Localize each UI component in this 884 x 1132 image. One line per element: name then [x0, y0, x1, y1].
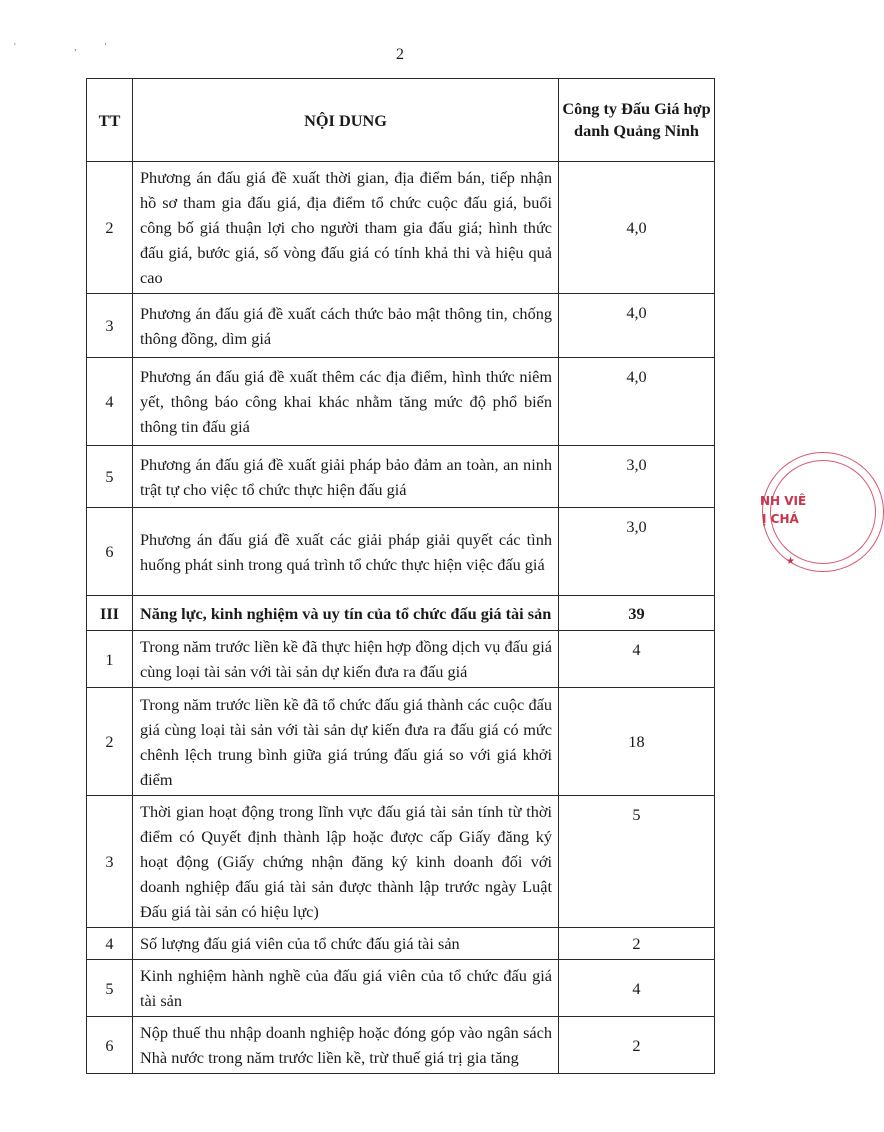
row-number: 2: [87, 688, 133, 796]
table-row: [87, 1017, 715, 1074]
row-number: 3: [87, 796, 133, 928]
row-score: 3,0: [559, 508, 715, 596]
row-content: Kinh nghiệm hành nghề của đấu giá viên của tổ chức đấu giá tài sản: [133, 960, 559, 1017]
company-seal: [748, 452, 858, 582]
row-number: 2: [87, 162, 133, 294]
row-score: 2: [559, 928, 715, 960]
row-content: Trong năm trước liền kề đã tổ chức đấu giá thành các cuộc đấu giá cùng loại tài sản với tài sản dự kiến đưa ra đấu giá có mức chênh lệch trung bình giữa giá trúng đấu giá so với giá khởi điểm: [133, 688, 559, 796]
evaluation-table: [86, 78, 715, 1074]
row-score: 4: [559, 631, 715, 688]
row-content: Phương án đấu giá đề xuất giải pháp bảo đảm an toàn, an ninh trật tự cho việc tổ chức thực hiện đấu giá: [133, 446, 559, 508]
row-number: 4: [87, 358, 133, 446]
table-row: [87, 508, 715, 596]
row-score: 2: [559, 1017, 715, 1074]
row-score: 18: [559, 688, 715, 796]
row-score: 3,0: [559, 446, 715, 508]
row-number: 6: [87, 1017, 133, 1074]
scan-specks: ' ,': [14, 42, 135, 53]
row-score: 39: [559, 596, 715, 631]
row-number: 6: [87, 508, 133, 596]
row-score: 4: [559, 960, 715, 1017]
row-content: Phương án đấu giá đề xuất thời gian, địa điểm bán, tiếp nhận hồ sơ tham gia đấu giá, địa điểm tổ chức cuộc đấu giá, buổi công bố giá thuận lợi cho người tham gia đấu giá; hình thức đấu giá, bước giá, số vòng đấu giá có tính khả thi và hiệu quả cao: [133, 162, 559, 294]
table-row: [87, 294, 715, 358]
table-row: [87, 446, 715, 508]
table-row: [87, 796, 715, 928]
row-content: Phương án đấu giá đề xuất cách thức bảo mật thông tin, chống thông đồng, dìm giá: [133, 294, 559, 358]
row-number: 1: [87, 631, 133, 688]
header-content: NỘI DUNG: [133, 79, 559, 162]
row-score: 5: [559, 796, 715, 928]
seal-text-line1: NH VIÊ: [760, 494, 807, 508]
page-number: 2: [396, 46, 404, 63]
row-content: Nộp thuế thu nhập doanh nghiệp hoặc đóng góp vào ngân sách Nhà nước trong năm trước liền kề, trừ thuế giá trị gia tăng: [133, 1017, 559, 1074]
row-score: 4,0: [559, 358, 715, 446]
row-content: Số lượng đấu giá viên của tổ chức đấu giá tài sản: [133, 928, 559, 960]
header-tt: TT: [87, 79, 133, 162]
row-content: Thời gian hoạt động trong lĩnh vực đấu giá tài sản tính từ thời điểm có Quyết định thành lập hoặc được cấp Giấy đăng ký hoạt động (Giấy chứng nhận đăng ký kinh doanh đối với doanh nghiệp đấu giá tài sản được thành lập trước ngày Luật Đấu giá tài sản có hiệu lực): [133, 796, 559, 928]
row-number: 3: [87, 294, 133, 358]
table-row: [87, 960, 715, 1017]
row-number: 5: [87, 446, 133, 508]
row-number: III: [87, 596, 133, 631]
row-content: Trong năm trước liền kề đã thực hiện hợp đồng dịch vụ đấu giá cùng loại tài sản với tài sản dự kiến đưa ra đấu giá: [133, 631, 559, 688]
seal-star-icon: ★: [786, 556, 795, 567]
row-content: Năng lực, kinh nghiệm và uy tín của tổ chức đấu giá tài sản: [133, 596, 559, 631]
seal-text-line2: Ị CHÁ: [762, 512, 799, 526]
row-content: Phương án đấu giá đề xuất các giải pháp giải quyết các tình huống phát sinh trong quá trình tổ chức thực hiện việc đấu giá: [133, 508, 559, 596]
row-score: 4,0: [559, 162, 715, 294]
row-number: 4: [87, 928, 133, 960]
header-company: Công ty Đấu Giá hợp danh Quảng Ninh: [559, 79, 715, 162]
table-row: [87, 928, 715, 960]
table-row: [87, 631, 715, 688]
row-number: 5: [87, 960, 133, 1017]
row-score: 4,0: [559, 294, 715, 358]
table-row: [87, 162, 715, 294]
table-row: [87, 358, 715, 446]
row-content: Phương án đấu giá đề xuất thêm các địa điểm, hình thức niêm yết, thông báo công khai khác nhằm tăng mức độ phổ biến thông tin đấu giá: [133, 358, 559, 446]
table-row: [87, 688, 715, 796]
section-row: [87, 596, 715, 631]
